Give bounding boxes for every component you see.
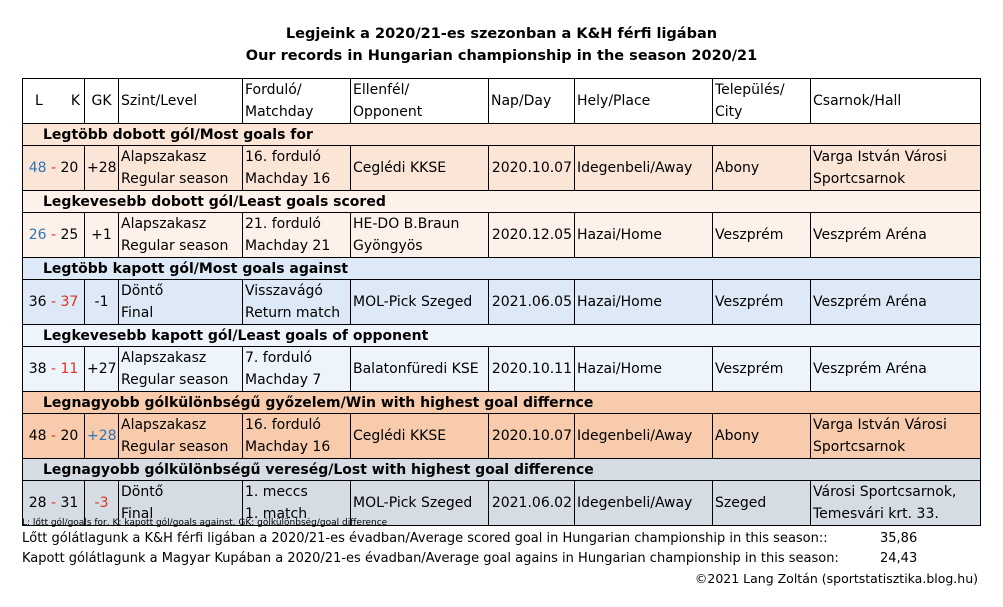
section-title: Legtöbb kapott gól/Most goals against	[23, 258, 981, 280]
matchday-cell: 16. forduló Machday 16	[243, 146, 351, 191]
header-date: Nap/Day	[489, 79, 575, 124]
goal-difference: +1	[85, 213, 119, 258]
date-cell: 2020.10.11	[489, 347, 575, 392]
goals-against: 20	[60, 428, 79, 444]
header-matchday: Forduló/ Matchday	[243, 79, 351, 124]
records-table	[22, 78, 981, 526]
table-row	[23, 414, 981, 459]
opponent-cell: Ceglédi KKSE	[351, 146, 489, 191]
score-cell	[23, 213, 85, 258]
city-cell: Szeged	[713, 481, 811, 526]
date-cell: 2021.06.02	[489, 481, 575, 526]
header-level: Szint/Level	[119, 79, 243, 124]
matchday-cell: 16. forduló Machday 16	[243, 414, 351, 459]
place-cell: Hazai/Home	[575, 280, 713, 325]
goal-difference: +28	[85, 414, 119, 459]
header-hall: Csarnok/Hall	[811, 79, 981, 124]
goals-against: 31	[60, 495, 79, 511]
level-cell: Döntő Final	[119, 280, 243, 325]
hall-cell: Veszprém Aréna	[811, 213, 981, 258]
date-cell: 2021.06.05	[489, 280, 575, 325]
city-cell: Veszprém	[713, 280, 811, 325]
title-hungarian: Legjeink a 2020/21-es szezonban a K&H férfi ligában	[285, 26, 718, 42]
score-dash: -	[50, 428, 57, 444]
footer-conceded-label: Kapott gólátlagunk a Magyar Kupában a 2020/21-es évadban/Average goal agains in Hungarian championship in this season:	[22, 551, 839, 566]
opponent-cell: HE-DO B.Braun Gyöngyös	[351, 213, 489, 258]
matchday-cell: 21. forduló Machday 21	[243, 213, 351, 258]
goal-difference: -3	[85, 481, 119, 526]
opponent-cell: MOL-Pick Szeged	[351, 481, 489, 526]
title-english: Our records in Hungarian championship in the season 2020/21	[245, 48, 758, 64]
goals-for: 36	[28, 294, 47, 310]
goals-against: 37	[60, 294, 79, 310]
footer-conceded-value: 24,43	[880, 551, 918, 566]
goals-against: 20	[60, 160, 79, 176]
hall-cell: Veszprém Aréna	[811, 347, 981, 392]
place-cell: Hazai/Home	[575, 213, 713, 258]
section-title-row	[23, 124, 981, 146]
level-cell: Alapszakasz Regular season	[119, 414, 243, 459]
section-title: Legnagyobb gólkülönbségű győzelem/Win with highest goal differnce	[23, 392, 981, 414]
level-cell: Döntő Final	[119, 481, 243, 526]
header-l-k: L K	[23, 79, 85, 124]
city-cell: Veszprém	[713, 347, 811, 392]
place-cell: Idegenbeli/Away	[575, 481, 713, 526]
score-dash: -	[50, 160, 57, 176]
level-cell: Alapszakasz Regular season	[119, 146, 243, 191]
legend-note: L: lőtt gól/goals for, K: kapott gól/goals against, GK: gólkülönbség/goal difference	[22, 518, 388, 528]
city-cell: Abony	[713, 146, 811, 191]
opponent-cell: MOL-Pick Szeged	[351, 280, 489, 325]
goal-difference: -1	[85, 280, 119, 325]
score-dash: -	[50, 495, 57, 511]
section-title-row	[23, 258, 981, 280]
score-dash: -	[50, 227, 57, 243]
footer-scored-value: 35,86	[880, 531, 918, 546]
section-title: Legkevesebb kapott gól/Least goals of opponent	[23, 325, 981, 347]
matchday-cell: Visszavágó Return match	[243, 280, 351, 325]
hall-cell: Városi Sportcsarnok, Temesvári krt. 33.	[811, 481, 981, 526]
hall-cell: Varga István Városi Sportcsarnok	[811, 414, 981, 459]
section-title-row	[23, 392, 981, 414]
place-cell: Hazai/Home	[575, 347, 713, 392]
score-cell	[23, 347, 85, 392]
score-dash: -	[50, 294, 57, 310]
section-title-row	[23, 459, 981, 481]
opponent-cell: Ceglédi KKSE	[351, 414, 489, 459]
header-gk: GK	[85, 79, 119, 124]
level-cell: Alapszakasz Regular season	[119, 213, 243, 258]
goals-for: 48	[28, 428, 47, 444]
score-cell	[23, 146, 85, 191]
goal-difference: +28	[85, 146, 119, 191]
header-city: Település/ City	[713, 79, 811, 124]
goals-against: 25	[60, 227, 79, 243]
matchday-cell: 1. meccs 1. match	[243, 481, 351, 526]
table-row	[23, 347, 981, 392]
hall-cell: Veszprém Aréna	[811, 280, 981, 325]
city-cell: Veszprém	[713, 213, 811, 258]
goals-against: 11	[60, 361, 79, 377]
goals-for: 28	[28, 495, 47, 511]
copyright: ©2021 Lang Zoltán (sportstatisztika.blog.hu)	[694, 571, 978, 586]
goals-for: 26	[28, 227, 47, 243]
date-cell: 2020.12.05	[489, 213, 575, 258]
goal-difference: +27	[85, 347, 119, 392]
table-header-row	[23, 79, 981, 124]
place-cell: Idegenbeli/Away	[575, 146, 713, 191]
section-title-row	[23, 191, 981, 213]
section-title: Legnagyobb gólkülönbségű vereség/Lost with highest goal difference	[23, 459, 981, 481]
city-cell: Abony	[713, 414, 811, 459]
section-title: Legkevesebb dobott gól/Least goals scored	[23, 191, 981, 213]
goals-for: 38	[28, 361, 47, 377]
date-cell: 2020.10.07	[489, 146, 575, 191]
section-title-row	[23, 325, 981, 347]
header-place: Hely/Place	[575, 79, 713, 124]
table-row	[23, 213, 981, 258]
score-cell	[23, 280, 85, 325]
goals-for: 48	[28, 160, 47, 176]
footer-scored-label: Lőtt gólátlagunk a K&H férfi ligában a 2020/21-es évadban/Average scored goal in Hungarian championship in this season::	[22, 531, 828, 546]
matchday-cell: 7. forduló Machday 7	[243, 347, 351, 392]
section-title: Legtöbb dobott gól/Most goals for	[23, 124, 981, 146]
header-opponent: Ellenfél/ Opponent	[351, 79, 489, 124]
date-cell: 2020.10.07	[489, 414, 575, 459]
level-cell: Alapszakasz Regular season	[119, 347, 243, 392]
score-dash: -	[50, 361, 57, 377]
hall-cell: Varga István Városi Sportcsarnok	[811, 146, 981, 191]
place-cell: Idegenbeli/Away	[575, 414, 713, 459]
table-row	[23, 146, 981, 191]
opponent-cell: Balatonfüredi KSE	[351, 347, 489, 392]
score-cell	[23, 414, 85, 459]
table-row	[23, 280, 981, 325]
